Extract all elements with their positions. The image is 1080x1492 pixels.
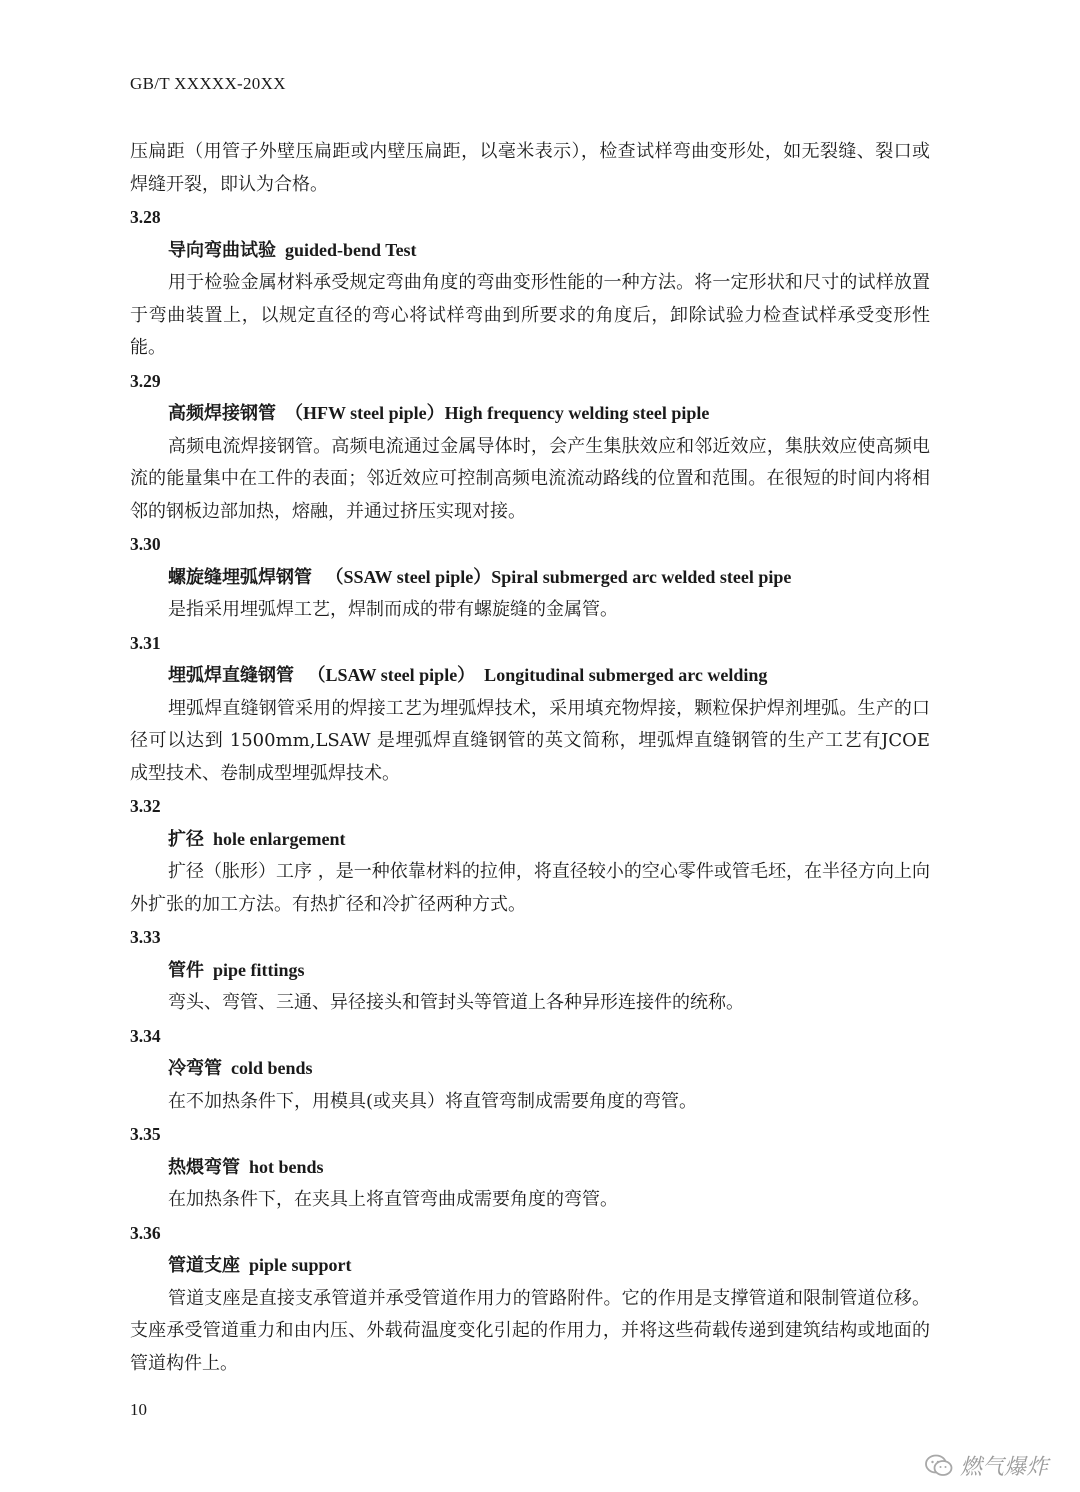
term-english: hot bends	[240, 1156, 324, 1177]
definition-text: 埋弧焊直缝钢管采用的焊接工艺为埋弧焊技术，采用填充物焊接，颗粒保护焊剂埋弧。生产的口径可以达到 1500mm,LSAW 是埋弧焊直缝钢管的英文简称，埋弧焊直缝钢管的生产工艺有JCOE 成型技术、卷制成型埋弧焊技术。	[130, 697, 930, 784]
term-english: piple support	[240, 1255, 352, 1275]
term-heading	[130, 823, 930, 857]
term-heading	[130, 234, 930, 268]
standard-header: GB/T XXXXX-20XX	[130, 74, 286, 93]
section-3-34	[130, 1020, 930, 1119]
term-english: pipe fittings	[204, 959, 305, 980]
section-number: 3.31	[130, 632, 161, 653]
definition-text: 是指采用埋弧焊工艺，焊制而成的带有螺旋缝的金属管。	[168, 599, 618, 620]
section-number: 3.36	[130, 1222, 161, 1243]
term-heading	[130, 1249, 930, 1283]
term-chinese: 高频焊接钢管	[168, 403, 276, 424]
definition-text: 用于检验金属材料承受规定弯曲角度的弯曲变形性能的一种方法。将一定形状和尺寸的试样放置于弯曲装置上，以规定直径的弯心将试样弯曲到所要求的角度后，卸除试验力检查试样承受变形性能。	[130, 272, 930, 358]
section-number: 3.34	[130, 1025, 161, 1046]
term-heading	[130, 1151, 930, 1185]
definition-text: 在不加热条件下，用模具(或夹具）将直管弯制成需要角度的弯管。	[168, 1090, 698, 1112]
section-3-30	[130, 528, 930, 627]
definition-text: 管道支座是直接支承管道并承受管道作用力的管路附件。它的作用是支撑管道和限制管道位移。支座承受管道重力和由内压、外载荷温度变化引起的作用力，并将这些荷载传递到建筑结构或地面的管道构件上。	[130, 1287, 930, 1374]
term-chinese: 埋弧焊直缝钢管	[168, 665, 294, 686]
section-number: 3.28	[130, 207, 161, 227]
section-3-36	[130, 1217, 930, 1381]
term-english: cold bends	[222, 1058, 313, 1078]
document-content	[130, 136, 930, 1380]
watermark-text: 燃气爆炸	[959, 1455, 1048, 1480]
continuation-paragraph: 压扁距（用管子外壁压扁距或内壁压扁距，以毫米表示），检查试样弯曲变形处，如无裂缝、裂口或焊缝开裂，即认为合格。	[130, 141, 930, 195]
section-3-33	[130, 921, 930, 1020]
definition-text: 弯头、弯管、三通、异径接头和管封头等管道上各种异形连接件的统称。	[168, 992, 744, 1013]
term-heading	[130, 954, 930, 988]
term-chinese: 管道支座	[168, 1255, 240, 1276]
term-heading	[130, 1052, 930, 1086]
wechat-icon	[924, 1453, 954, 1479]
term-chinese: 热煨弯管	[168, 1156, 240, 1178]
term-chinese: 冷弯管	[168, 1058, 222, 1079]
term-heading	[130, 659, 930, 693]
term-english: hole enlargement	[204, 828, 346, 849]
term-heading	[130, 561, 930, 595]
term-chinese: 导向弯曲试验	[168, 239, 276, 261]
section-number: 3.32	[130, 796, 161, 816]
section-3-32	[130, 790, 930, 921]
section-number: 3.30	[130, 534, 161, 554]
definition-text: 在加热条件下，在夹具上将直管弯曲成需要角度的弯管。	[168, 1189, 618, 1210]
term-english: （SSAW steel piple）Spiral submerged arc welded steel pipe	[312, 566, 792, 587]
term-english: guided-bend Test	[276, 239, 417, 260]
section-number: 3.35	[130, 1124, 161, 1144]
section-number: 3.29	[130, 370, 161, 391]
definition-text: 扩径（胀形）工序 ，是一种依靠材料的拉伸，将直径较小的空心零件或管毛坯，在半径方向上向外扩张的加工方法。有热扩径和冷扩径两种方式。	[130, 861, 930, 915]
section-3-35	[130, 1118, 930, 1217]
section-3-29	[130, 365, 930, 529]
term-chinese: 螺旋缝埋弧焊钢管	[168, 566, 312, 588]
watermark	[924, 1450, 1048, 1481]
term-chinese: 扩径	[168, 828, 204, 850]
section-3-31	[130, 627, 930, 791]
definition-text: 高频电流焊接钢管。高频电流通过金属导体时，会产生集肤效应和邻近效应，集肤效应使高频电流的能量集中在工件的表面；邻近效应可控制高频电流流动路线的位置和范围。在很短的时间内将相邻的钢板边部加热，熔融，并通过挤压实现对接。	[130, 435, 930, 522]
page-number: 10	[130, 1400, 147, 1419]
section-number: 3.33	[130, 927, 161, 947]
term-english: （LSAW steel piple） Longitudinal submerged arc welding	[294, 665, 768, 685]
term-chinese: 管件	[168, 959, 204, 981]
section-3-28	[130, 201, 930, 365]
term-english: （HFW steel piple）High frequency welding steel piple	[276, 403, 710, 423]
term-heading	[130, 397, 930, 431]
